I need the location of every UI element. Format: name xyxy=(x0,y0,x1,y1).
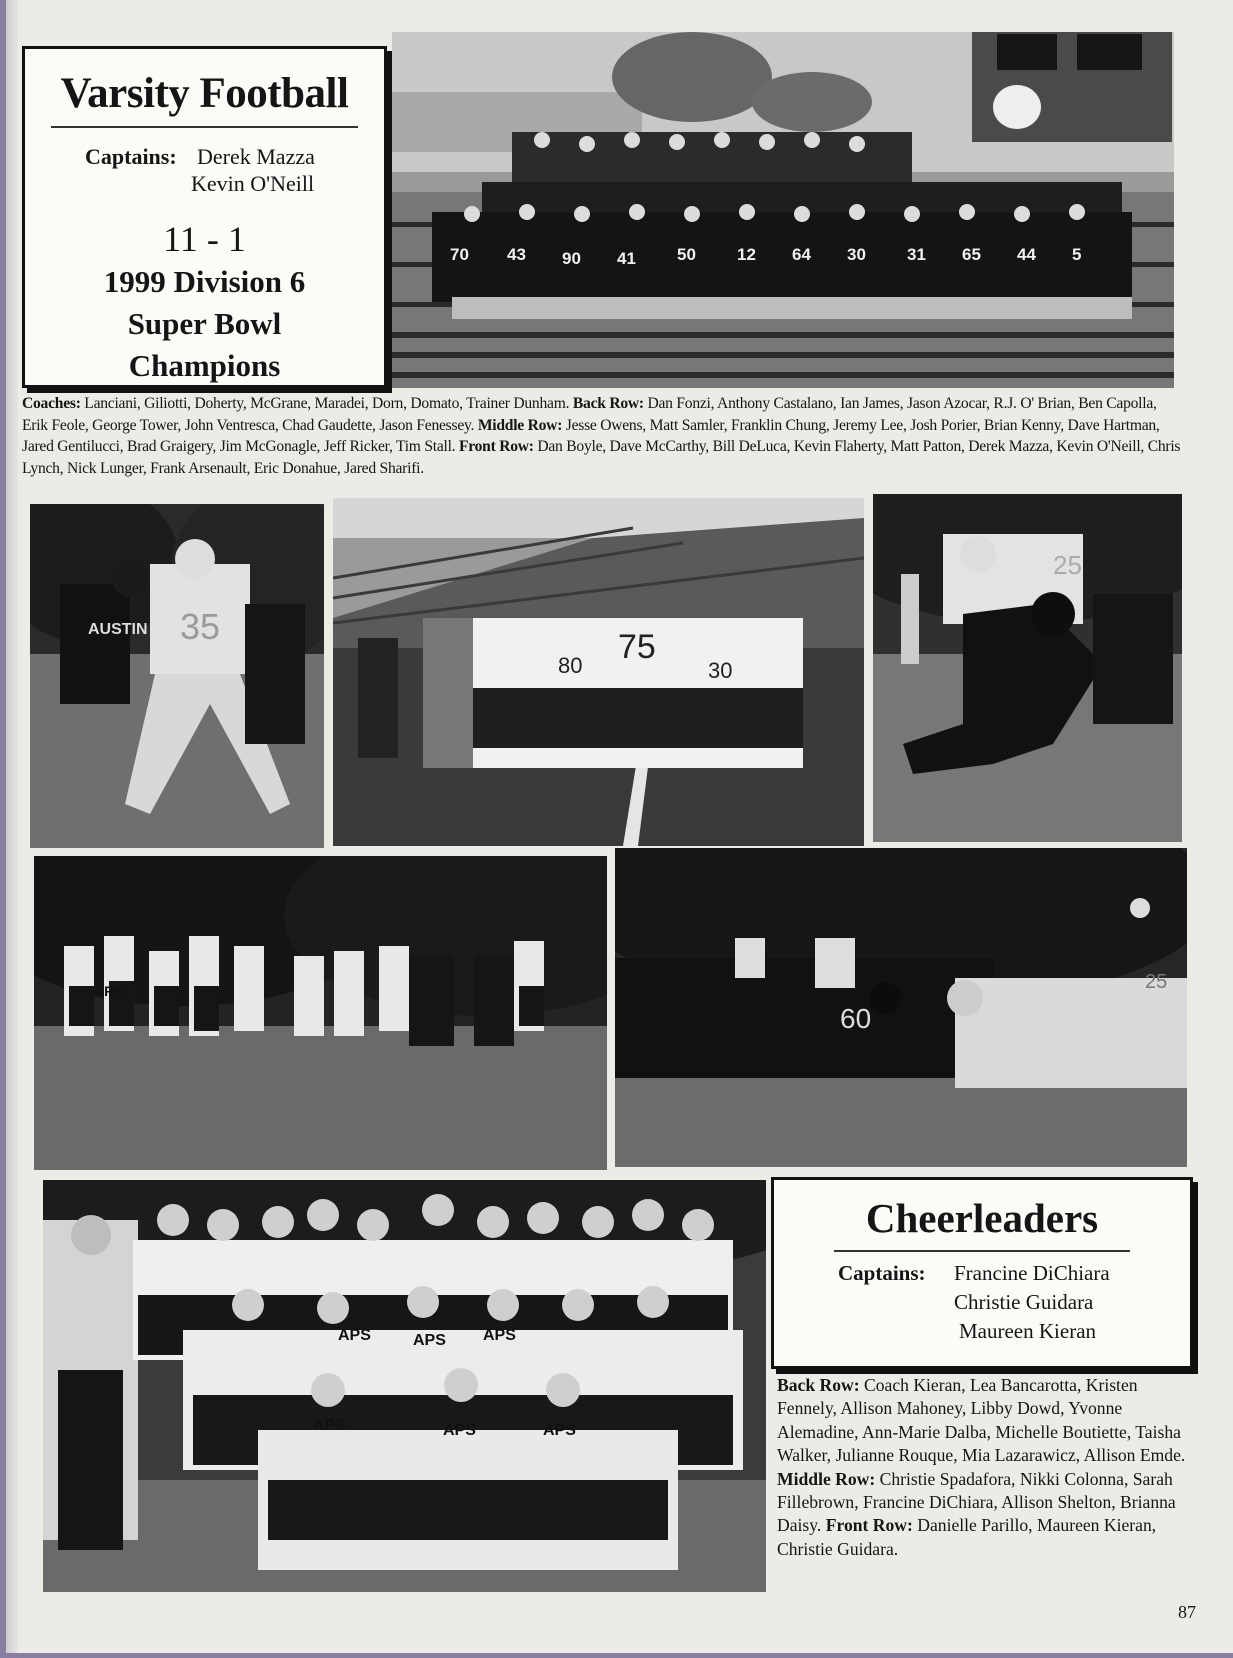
football-captain-1: Derek Mazza xyxy=(197,144,315,169)
svg-text:65: 65 xyxy=(962,245,981,264)
cheerleaders-captains xyxy=(774,1261,1190,1341)
football-back-row-names: Dan Fonzi, Anthony Castalano, Ian James, Jason Azocar, R.J. O' Brian, Ben Capolla, Erik Feole, George Tower, John Ventresca, Chad Gaudette, Jason Fenessey. xyxy=(22,395,1157,434)
coaches-names: Lanciani, Giliotti, Doherty, McGrane, Maradei, Dorn, Domato, Trainer Dunham. xyxy=(80,395,573,412)
svg-text:30: 30 xyxy=(847,245,866,264)
football-championship-line-1: 1999 Division 6 xyxy=(103,264,306,299)
cheer-front-row-label: Front Row: xyxy=(825,1515,913,1536)
cheerleaders-title-box xyxy=(771,1177,1193,1369)
svg-text:31: 31 xyxy=(907,245,926,264)
svg-text:41: 41 xyxy=(617,249,636,268)
cheerleaders-title: Cheerleaders xyxy=(865,1195,1099,1241)
football-team-photo xyxy=(392,32,1174,388)
cheer-action-photo xyxy=(34,856,607,1170)
cheerleaders-roster-caption xyxy=(777,1374,1189,1561)
cheerleaders-captain-2: Christie Guidara xyxy=(954,1290,1094,1314)
svg-text:12: 12 xyxy=(737,245,756,264)
football-captains xyxy=(25,144,384,200)
football-middle-row-label: Middle Row: xyxy=(477,416,563,434)
svg-text:50: 50 xyxy=(677,245,696,264)
football-title: Varsity Football xyxy=(60,70,349,117)
svg-text:APS: APS xyxy=(313,1417,346,1434)
svg-text:60: 60 xyxy=(840,1003,872,1034)
cheerleaders-title-rule xyxy=(834,1250,1130,1252)
svg-text:25: 25 xyxy=(1053,550,1082,580)
football-roster-caption xyxy=(22,393,1182,479)
football-front-row-label: Front Row: xyxy=(458,438,534,455)
page-edge xyxy=(0,0,6,1658)
svg-text:43: 43 xyxy=(507,245,526,264)
svg-text:APS: APS xyxy=(483,1327,516,1344)
svg-text:80: 80 xyxy=(558,653,583,678)
cheer-middle-row-names: Christie Spadafora, Nikki Colonna, Sarah Fillebrown, Francine DiChiara, Allison Shelton, Brianna Daisy. xyxy=(777,1468,1176,1536)
svg-text:30: 30 xyxy=(708,658,733,683)
coaches-label: Coaches: xyxy=(22,395,81,412)
action-photo-runningback xyxy=(30,504,324,848)
svg-text:APS: APS xyxy=(443,1422,476,1439)
svg-text:90: 90 xyxy=(562,249,581,268)
cheer-back-row-names: Coach Kieran, Lea Bancarotta, Kristen Fennely, Allison Mahoney, Libby Dowd, Yvonne Alemadine, Ann-Marie Dalba, Michelle Boutiette, Taisha Walker, Julianne Rouque, Mia Lazarawicz, Allison Emde. xyxy=(777,1375,1186,1466)
page-number: 87 xyxy=(1178,1602,1196,1622)
svg-text:44: 44 xyxy=(1017,245,1036,264)
football-title-rule xyxy=(51,126,358,128)
page-bottom-edge xyxy=(0,1653,1233,1658)
football-middle-row-names: Jesse Owens, Matt Samler, Franklin Chung, Jeremy Lee, Josh Porier, Brian Kenny, Dave Hartman, Jared Gentilucci, Brad Graigery, Jim McGonagle, Jeff Ricker, Tim Stall. xyxy=(22,416,1160,455)
cheer-back-row-label: Back Row: xyxy=(777,1375,860,1395)
svg-text:5: 5 xyxy=(1072,245,1082,264)
action-photo-celebration xyxy=(333,498,864,846)
cheer-middle-row-label: Middle Row: xyxy=(777,1468,876,1489)
svg-text:75: 75 xyxy=(618,628,656,666)
cheer-front-row-names: Danielle Parillo, Maureen Kieran, Christie Guidara. xyxy=(777,1515,1157,1559)
football-title-box xyxy=(22,46,387,388)
football-captains-label: Captains: xyxy=(85,144,177,169)
football-record: 11 - 1 xyxy=(163,219,246,259)
svg-text:AUSTIN: AUSTIN xyxy=(88,621,148,638)
football-back-row-label: Back Row: xyxy=(572,395,644,412)
svg-text:APS: APS xyxy=(413,1332,446,1349)
cheerleaders-captain-3: Maureen Kieran xyxy=(959,1319,1097,1343)
football-championship-line-2: Super Bowl xyxy=(127,306,282,341)
football-captain-2: Kevin O'Neill xyxy=(191,171,315,196)
svg-text:25: 25 xyxy=(1145,971,1168,993)
cheerleaders-captain-1: Francine DiChiara xyxy=(954,1261,1110,1285)
svg-text:APS: APS xyxy=(543,1422,576,1439)
football-front-row-names: Dan Boyle, Dave McCarthy, Bill DeLuca, Kevin Flaherty, Matt Patton, Derek Mazza, Kevin O'Neill, Chris Lynch, Nick Lunger, Frank Arsenault, Eric Donahue, Jared Sharifi. xyxy=(22,438,1181,477)
svg-text:35: 35 xyxy=(180,606,221,647)
svg-text:APS: APS xyxy=(94,983,123,999)
svg-text:70: 70 xyxy=(450,245,469,264)
svg-text:64: 64 xyxy=(792,245,811,264)
svg-text:APS: APS xyxy=(338,1327,371,1344)
cheerleaders-captains-label: Captains: xyxy=(838,1261,926,1285)
cheer-team-photo xyxy=(43,1180,766,1592)
action-photo-tackle xyxy=(873,494,1182,842)
action-photo-line-play xyxy=(615,848,1187,1167)
football-championship-line-3: Champions xyxy=(128,348,281,383)
